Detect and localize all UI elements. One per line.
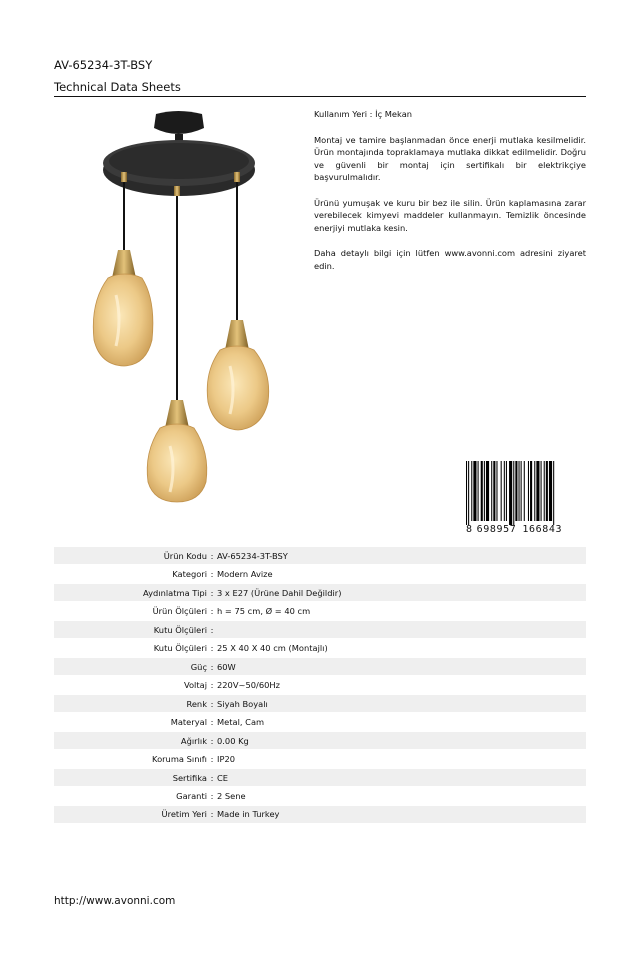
website-paragraph: Daha detaylı bilgi için lütfen www.avonni.com adresini ziyaret edin. (314, 247, 586, 271)
spec-row (54, 676, 586, 693)
spec-row (54, 806, 586, 823)
spec-value: 2 Sene (217, 790, 246, 801)
spec-value: 0.00 Kg (217, 735, 249, 746)
spec-row (54, 639, 586, 656)
spec-label: Sertifika (172, 772, 207, 783)
spec-separator: : (210, 587, 214, 598)
spec-row (54, 584, 586, 601)
safety-paragraph: Montaj ve tamire başlanmadan önce enerji mutlaka kesilmelidir. Ürün montajında topraklamaya mutlaka dikkat edilmelidir. Doğru ve güvenli bir montaj için sertifikalı bir elektrikçiye başvurulmalıdır. (314, 134, 586, 183)
usage-location-text: Kullanım Yeri : İç Mekan (314, 109, 413, 119)
barcode-image (466, 461, 584, 525)
spec-label: Kutu Ölçüleri (153, 643, 207, 654)
spec-row (54, 713, 586, 730)
spec-value: 3 x E27 (Ürüne Dahil Değildir) (217, 587, 342, 598)
spec-separator: : (210, 735, 214, 746)
spec-value: AV-65234-3T-BSY (217, 550, 288, 561)
spec-separator: : (210, 569, 214, 580)
spec-label: Materyal (170, 717, 207, 728)
spec-separator: : (210, 772, 214, 783)
spec-row (54, 565, 586, 582)
spec-label: Renk (186, 698, 207, 709)
document-subtitle: Technical Data Sheets (54, 80, 181, 94)
product-description (314, 108, 586, 285)
spec-separator: : (210, 661, 214, 672)
barcode-digit-first: 8 (466, 523, 473, 535)
header-divider (54, 96, 586, 97)
spec-label: Güç (190, 661, 207, 672)
spec-separator: : (210, 754, 214, 765)
spec-value: IP20 (217, 754, 236, 765)
barcode-digits-left: 698957 (476, 523, 517, 535)
barcode-digits-right: 166843 (522, 523, 563, 535)
barcode-number (466, 523, 586, 535)
spec-row (54, 769, 586, 786)
spec-value: 60W (217, 661, 236, 672)
spec-label: Ürün Kodu (163, 550, 207, 561)
spec-row (54, 787, 586, 804)
spec-label: Kategori (172, 569, 207, 580)
spec-separator: : (210, 550, 214, 561)
spec-row (54, 695, 586, 712)
spec-value: Metal, Cam (217, 717, 265, 728)
spec-value: Siyah Boyalı (217, 698, 268, 709)
spec-separator: : (210, 698, 214, 709)
spec-row (54, 621, 586, 638)
cleaning-paragraph: Ürünü yumuşak ve kuru bir bez ile silin. Ürün kaplamasına zarar verebilecek kimyevi maddeler kullanmayın. Temizlik öncesinde enerjiyi mutlaka kesin. (314, 197, 586, 233)
spec-label: Üretim Yeri (161, 809, 207, 820)
spec-label: Garanti (176, 790, 207, 801)
spec-separator: : (210, 809, 214, 820)
spec-label: Aydınlatma Tipi (143, 587, 207, 598)
spec-row (54, 602, 586, 619)
spec-separator: : (210, 680, 214, 691)
spec-value: h = 75 cm, Ø = 40 cm (217, 606, 311, 617)
spec-row (54, 732, 586, 749)
spec-separator: : (210, 624, 214, 635)
spec-separator: : (210, 643, 214, 654)
spec-label: Kutu Ölçüleri (153, 624, 207, 635)
specification-table (54, 547, 586, 824)
spec-row (54, 547, 586, 564)
spec-separator: : (210, 606, 214, 617)
footer-website-url: http://www.avonni.com (54, 895, 176, 907)
spec-label: Koruma Sınıfı (152, 754, 207, 765)
spec-value: Modern Avize (217, 569, 273, 580)
spec-value: CE (217, 772, 229, 783)
spec-row (54, 750, 586, 767)
spec-separator: : (210, 790, 214, 801)
spec-label: Ürün Ölçüleri (152, 606, 207, 617)
chandelier-image (86, 110, 272, 510)
spec-value: 25 X 40 X 40 cm (Montajlı) (217, 643, 328, 654)
spec-row (54, 658, 586, 675)
spec-label: Ağırlık (180, 735, 207, 746)
spec-value: 220V~50/60Hz (217, 680, 280, 691)
spec-label: Voltaj (183, 680, 207, 691)
product-code-heading: AV-65234-3T-BSY (54, 58, 153, 72)
spec-separator: : (210, 717, 214, 728)
spec-value: Made in Turkey (217, 809, 280, 820)
